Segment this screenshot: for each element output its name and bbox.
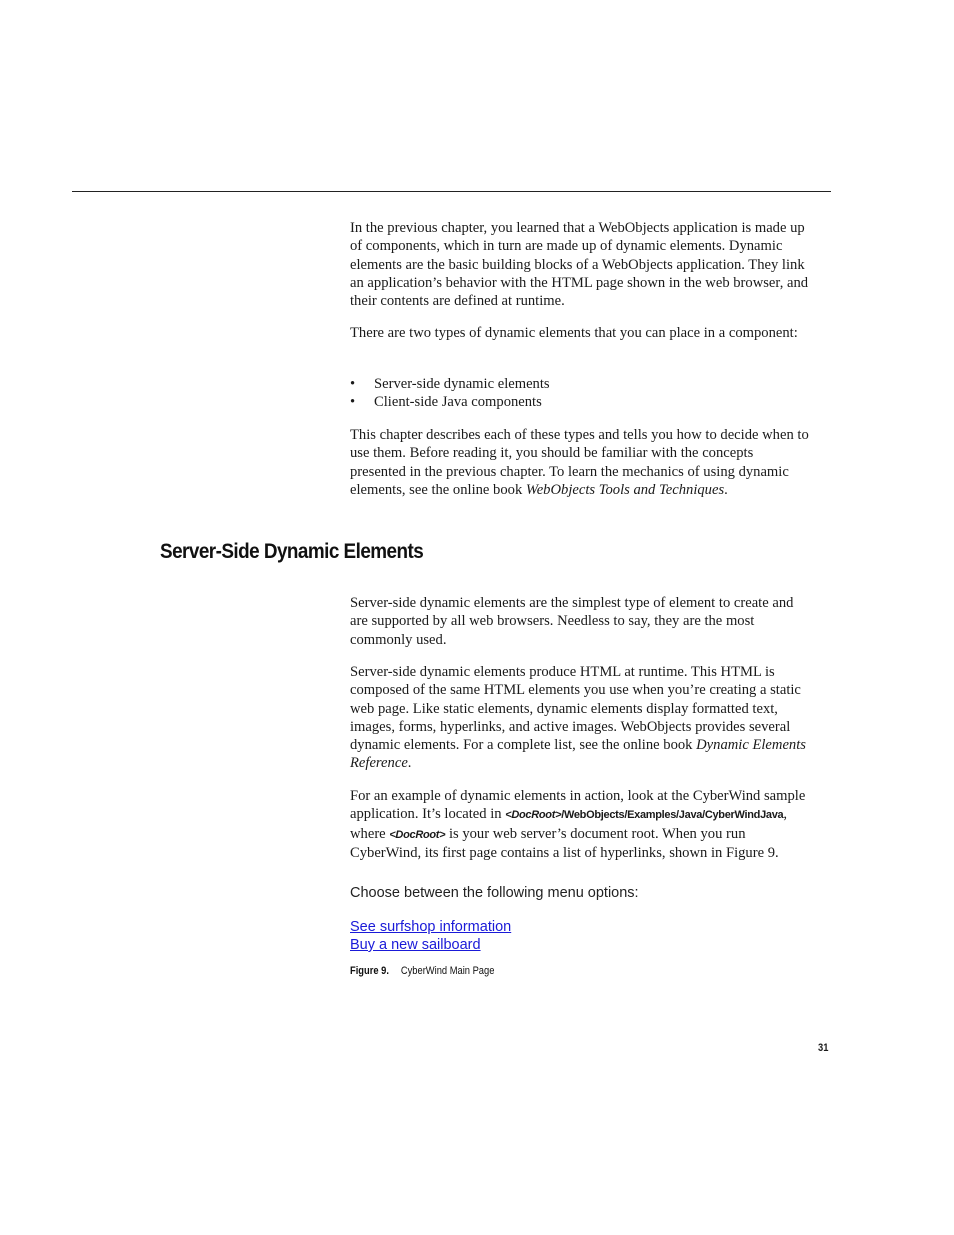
docroot-token: <DocRoot> — [389, 828, 446, 841]
list-item — [350, 393, 812, 411]
paragraph-text: For an example of dynamic elements in action, look at the CyberWind sample application. It’s located in — [350, 788, 806, 823]
page-number: 31 — [818, 1042, 829, 1054]
section-paragraph-1 — [350, 594, 812, 649]
paragraph-end: . — [724, 481, 728, 498]
intro-paragraph-2 — [350, 324, 812, 342]
intro-paragraph-1 — [350, 219, 812, 310]
docroot-token: <DocRoot> — [505, 809, 562, 822]
section-paragraph-3-text — [350, 787, 812, 862]
section-paragraph-2 — [350, 663, 812, 773]
list-item-label: Client-side Java components — [374, 394, 542, 411]
figure-caption — [350, 965, 494, 977]
intro-paragraph-1-text: In the previous chapter, you learned that a WebObjects application is made up of components, which in turn are made up of dynamic elements. Dynamic elements are the basic building blocks of a WebObjects application. They link an application’s behavior with the HTML page shown in the web browser, and their contents are defined at runtime. — [350, 220, 809, 310]
figure-caption-text: CyberWind Main Page — [400, 965, 495, 977]
list-item-label: Server-side dynamic elements — [374, 376, 550, 392]
intro-paragraph-3 — [350, 426, 812, 499]
section-paragraph-2-text — [350, 663, 812, 773]
book-title: WebObjects Tools and Techniques — [525, 481, 725, 498]
paragraph-text: Server-side dynamic elements produce HTML at runtime. This HTML is composed of the same HTML elements you use when you’re creating a static web page. Like static elements, dynamic elements display formatted text, images, forms, hyperlinks, and active images. WebObjects provides several dynamic elements. For a complete list, see the online book — [350, 664, 801, 754]
buy-sailboard-link[interactable]: Buy a new sailboard — [350, 937, 481, 953]
surfshop-information-link[interactable]: See surfshop information — [350, 919, 512, 935]
section-heading: Server-Side Dynamic Elements — [160, 540, 424, 563]
bullet-icon: • — [350, 376, 356, 392]
section-paragraph-3 — [350, 787, 812, 862]
bullet-icon: • — [350, 394, 356, 411]
list-item — [350, 375, 812, 393]
figure-menu-prompt: Choose between the following menu options: — [350, 885, 639, 901]
dynamic-element-types-list — [350, 375, 812, 412]
header-rule — [72, 191, 831, 192]
book-title: Dynamic Elements Reference — [350, 737, 806, 772]
path-text: /WebObjects/Examples/Java/CyberWindJava — [561, 809, 784, 822]
figure-caption-label: Figure 9. — [350, 965, 389, 977]
paragraph-text: is your web server’s document root. When you run CyberWind, its first page contains a list of hyperlinks, shown in Figure 9. — [350, 825, 779, 861]
paragraph-text: , where — [350, 806, 788, 842]
paragraph-end: . — [407, 755, 412, 772]
paragraph-text: This chapter describes each of these types and tells you how to decide when to use them. Before reading it, you should be familiar with the concepts presented in the previous chapter. To learn the mechanics of using dynamic elements, see the online book — [350, 427, 809, 498]
section-paragraph-1-text: Server-side dynamic elements are the simplest type of element to create and are supported by all web browsers. Needless to say, they are the most commonly used. — [350, 595, 794, 648]
docroot-token-inline — [389, 829, 445, 841]
intro-paragraph-3-text — [350, 426, 812, 499]
intro-paragraph-2-text: There are two types of dynamic elements that you can place in a component: — [350, 325, 798, 341]
docroot-path — [505, 809, 783, 821]
